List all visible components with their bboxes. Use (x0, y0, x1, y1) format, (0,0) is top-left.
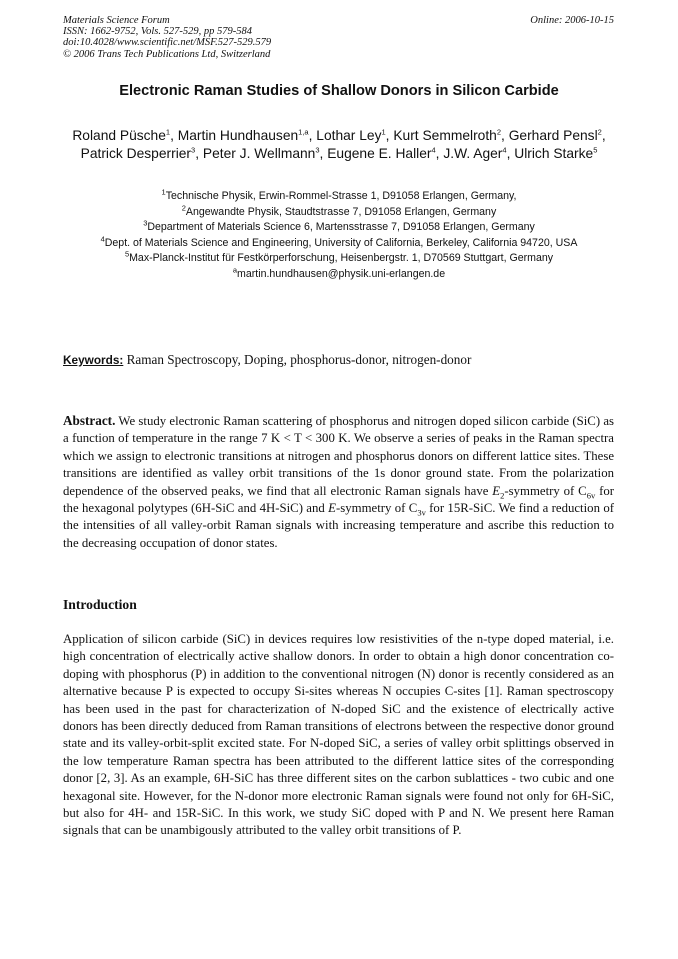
author: Peter J. Wellmann$^3$ (202, 144, 320, 161)
introduction-heading: Introduction (63, 597, 137, 612)
author: J.W. Ager$^4$ (443, 144, 507, 161)
journal-name: Materials Science Forum (63, 15, 170, 26)
author: Gerhard Pensl$^2$ (508, 127, 602, 143)
online-date: Online: 2006-10-15 (530, 15, 614, 26)
issn-line: ISSN: 1662-9752, Vols. 527-529, pp 579-584 (63, 26, 252, 38)
introduction-paragraph: Application of silicon carbide (SiC) in devices requires low resistivities of the n-type doped material, i.e. high concentration of electrically active shallow donors. In order to obtain a high donor concentration co-doping with phosphorus (P) in addition to the conventional nitrogen (N) donor is recently considered as an alternative because P is expected to occupy Si-sites whereas N occupies C-sites [1]. Raman spectroscopy has been used in the past for characterization of N-doped SiC and the existence of electrically active donors has been directly deduced from Raman transitions of electrons between the respective donor ground state and its valley-orbit-split excited state. For N-doped SiC, a series of valley orbit splittings observed in the low temperature Raman spectra has been attributed to the different lattice sites of the corresponding donor [2, 3]. As an example, 6H-SiC has three different sites on the carbon sublattices - two cubic and one hexagonal site. However, for the N-donor more electronic Raman signals were found not only for 6H-SiC, but also for 4H- and 15R-SiC. In this work, we study SiC doped with P and N. We present here Raman signals that can be unambigously attributed to the valley orbit transitions of P. (63, 632, 614, 838)
abstract-label: Abstract. (63, 413, 116, 428)
affiliation: $^3$Department of Materials Science 6, Martensstrasse 7, D91058 Erlangen, Germany (143, 218, 535, 234)
journal-header (63, 15, 271, 60)
author-list: Roland Püsche$^1$, Martin Hundhausen$^{1,a}$, Lothar Ley$^1$, Kurt Semmelroth$^2$, Gerhard Pensl$^2$, Patrick Desperrier$^3$, Peter J. Wellmann$^3$, Eugene E. Haller$^4$, J.W. Ager$^4$, Ulrich Starke$^5$ (72, 127, 606, 161)
keywords (63, 352, 471, 368)
affiliation: $^2$Angewandte Physik, Staudtstrasse 7, D91058 Erlangen, Germany (181, 203, 497, 218)
author: Kurt Semmelroth$^2$ (393, 127, 502, 143)
author: Patrick Desperrier$^3$ (80, 144, 196, 161)
author: Roland Püsche$^1$ (72, 127, 171, 143)
email-line[interactable]: $^a$martin.hundhausen@physik.uni-erlangen.de (232, 265, 446, 280)
author: Eugene E. Haller$^4$ (327, 144, 436, 161)
affiliation: $^1$Technische Physik, Erwin-Rommel-Strasse 1, D91058 Erlangen, Germany, (161, 187, 517, 202)
keywords-text: Raman Spectroscopy, Doping, phosphorus-donor, nitrogen-donor (126, 352, 472, 367)
doi-line[interactable]: doi:10.4028/www.scientific.net/MSF.527-529.579 (63, 37, 272, 49)
affiliation: $^5$Max-Planck-Institut für Festkörperforschung, Heisenbergstr. 1, D70569 Stuttgart, Germany (124, 249, 554, 265)
author: Ulrich Starke$^5$ (514, 144, 598, 161)
author: Lothar Ley$^1$ (316, 127, 386, 143)
affiliations (40, 189, 638, 283)
paper-title: Electronic Raman Studies of Shallow Donors in Silicon Carbide (119, 83, 559, 99)
abstract: Abstract. We study electronic Raman scattering of phosphorus and nitrogen doped silicon carbide (SiC) as a function of temperature in the range 7 K < T < 300 K. We observe a series of peaks in the Raman spectra which we assign to electronic transitions at nitrogen and phosphorus donors on different lattice sites. These transitions are identified as valley orbit transitions of the 1s donor ground state. From the polarization dependence of the observed peaks, we find that all electronic Raman signals have $E_2$-symmetry of $C_{6v}$ for the hexagonal polytypes (6H-SiC and 4H-SiC) and E-symmetry of $C_{3v}$ for 15R-SiC. We find a reduction of the intensities of all valley-orbit Raman signals with increasing temperature and ascribe this reduction to the decreasing occupation of donor states. (63, 413, 615, 550)
affiliation: $^4$Dept. of Materials Science and Engineering, University of California, Berkeley, California 94720, USA (100, 234, 578, 249)
copyright-line: © 2006 Trans Tech Publications Ltd, Switzerland (63, 48, 271, 60)
keywords-label: Keywords: (63, 353, 124, 367)
author: Martin Hundhausen$^{1,a}$ (177, 127, 309, 143)
